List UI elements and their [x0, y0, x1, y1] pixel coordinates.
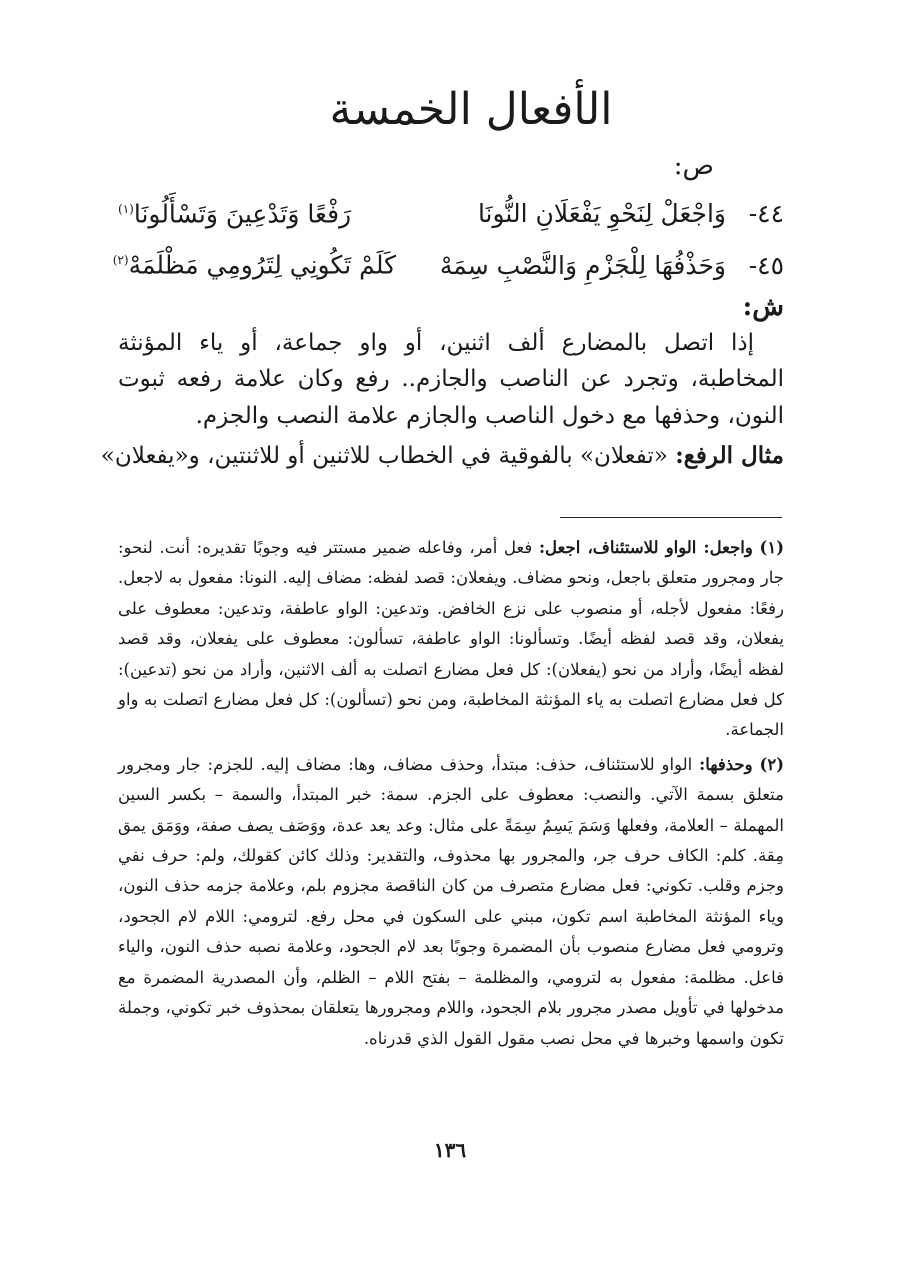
- footnotes: [118, 533, 784, 1054]
- footnote-1: [118, 533, 784, 746]
- footnote-ref-2[interactable]: (٢): [112, 253, 129, 268]
- verse-44: [118, 186, 784, 237]
- verse-first-hemistich: وَحَذْفُهَا لِلْجَزْمِ وَالنَّصْبِ سِمَهْ: [439, 250, 726, 280]
- example-label: مثال الرفع:: [675, 442, 784, 470]
- footnote-lead: وحذفها:: [699, 754, 753, 774]
- footnote-2: [118, 750, 784, 1054]
- verse-45: [112, 237, 784, 288]
- commentary-label: ش:: [742, 291, 784, 322]
- footnote-text: فعل أمر، وفاعله ضمير مستتر فيه وجوبًا تقديره: أنت. لنحو: جار ومجرور متعلق باجعل، ونحو مضاف. ويفعلان: قصد لفظه: مضاف إليه. النونا: مفعول به لاجعل. رفعًا: مفعول لأجله، أو منصوب على نزع الخافض. وتدعين: الواو عاطفة، وتدعين: معطوف على يفعلان، وقد قصد لفظه أيضًا. وتسألونا: الواو عاطفة، تسألون: معطوف على يفعلان، وقد قصد لفظه أيضًا، وأراد من نحو (يفعلان): كل فعل مضارع اتصلت به ألف الاثنين، وأراد من نحو (تدعين): كل فعل مضارع اتصلت به ياء المؤنثة المخاطبة، ومن نحو (تسألون): كل فعل مضارع اتصلت به واو الجماعة.: [118, 538, 784, 740]
- footnote-number: (٢): [759, 754, 785, 774]
- footnote-number: (١): [759, 538, 785, 557]
- main-text: [100, 78, 784, 476]
- verse-number: ٤٥-: [748, 250, 784, 280]
- commentary-text: إذا اتصل بالمضارع ألف اثنين، أو واو جماعة، أو ياء المؤنثة المخاطبة، وتجرد عن الناصب والجازم.. رفع وكان علامة رفعه ثبوت النون، وحذفها مع دخول الناصب والجازم علامة النصب والجزم.: [118, 329, 784, 429]
- footnote-ref-1[interactable]: (١): [118, 202, 134, 216]
- example-text: «تفعلان» بالفوقية في الخطاب للاثنين أو للاثنتين، و«يفعلان»: [100, 443, 668, 470]
- verse-second-text: كَلَمْ تَكُونِي لِتَرُومِي مَظْلَمَهْ: [128, 250, 396, 280]
- page-title: الأفعال الخمسة: [329, 84, 613, 135]
- text-section-label: ص:: [673, 151, 714, 181]
- footnote-lead: واجعل: الواو للاستئناف، اجعل:: [538, 538, 753, 557]
- example-line: [100, 436, 784, 476]
- verse-second-hemistich: [118, 186, 396, 237]
- verse-second-hemistich: [113, 237, 396, 288]
- page-number: ١٣٦: [433, 1138, 467, 1162]
- verse-first-hemistich: وَاجْعَلْ لِنَحْوِ يَفْعَلَانِ النُّونَا: [477, 199, 726, 229]
- verse-number: ٤٤-: [748, 199, 784, 229]
- footnote-text: الواو للاستئناف، حذف: مبتدأ، وحذف مضاف، وها: مضاف إليه. للجزم: جار ومجرور متعلق بسمة الآتي. والنصب: معطوف على الجزم. سمة: خبر المبتدأ، والسمة – بكسر السين المهملة – العلامة، وفعلها وَسَمَ يَسِمُ سِمَةً على مثال: وعد يعد عدة، ووَصَف يصف صفة، ووَمَق يمق مِقة. كلم: الكاف حرف جر، والمجرور بها محذوف، والتقدير: وذلك كائن كقولك، ولم: حرف نفي وجزم وقلب. تكوني: فعل مضارع متصرف من كان الناقصة مجزوم بلم، وعلامة جزمه حذف النون، وياء المؤنثة المخاطبة اسم تكون، مبني على السكون في محل رفع. لترومي: اللام لام الجحود، وترومي فعل مضارع منصوب بأن المضمرة وجوبًا بعد لام الجحود، وعلامة نصبه حذف النون، والياء فاعل. مظلمة: مفعول به لترومي، والمظلمة – بفتح اللام – الظلم، وأن المصدرية المضمرة مع مدخولها في تأويل مصدر مجرور بلام الجحود، واللام ومجرورها يتعلقان بمحذوف خبر تكوني، وجملة تكون واسمها وخبرها في محل نصب مقول القول الذي قدرناه.: [118, 754, 784, 1048]
- footnote-divider: [560, 517, 782, 518]
- commentary-paragraph: [118, 325, 784, 435]
- verse-second-text: رَفْعًا وَتَدْعِينَ وَتَسْأَلُونَا: [133, 199, 352, 229]
